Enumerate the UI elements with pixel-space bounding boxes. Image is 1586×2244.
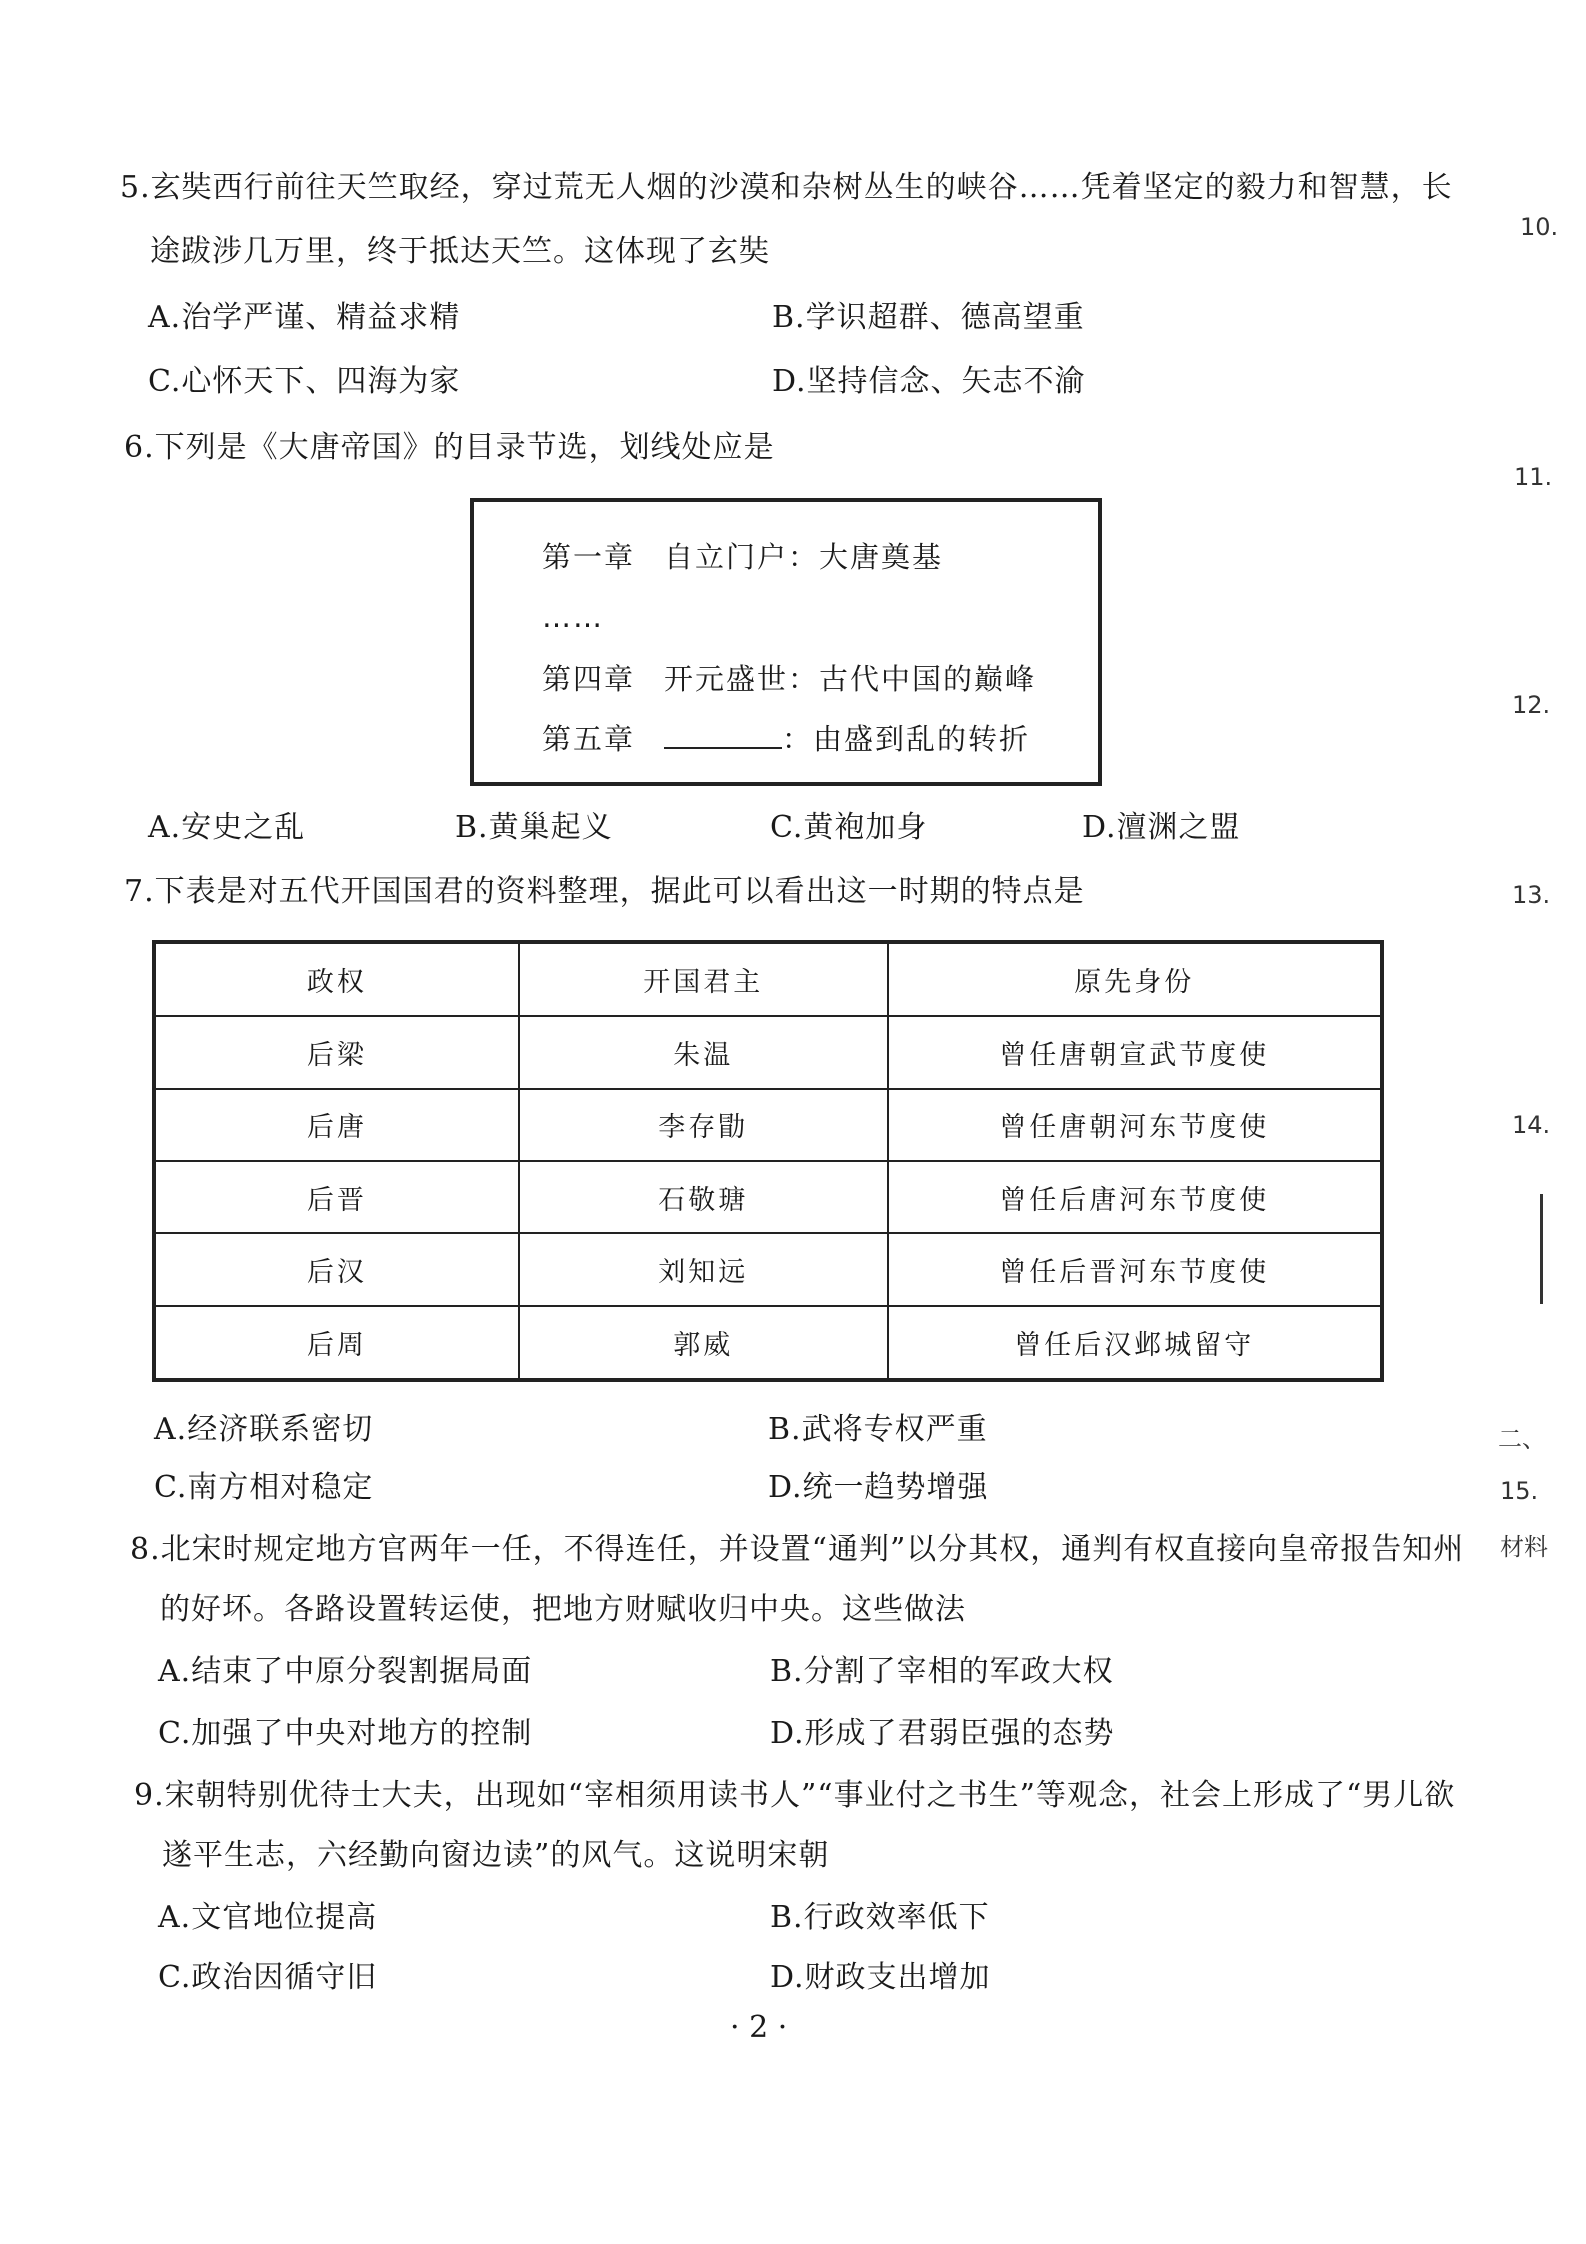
- q6-stem: 6.下列是《大唐帝国》的目录节选，划线处应是: [124, 430, 775, 465]
- q9-option-c: C.政治因循守旧: [158, 1960, 378, 1995]
- q8-stem-line2: 的好坏。各路设置转运使，把地方财赋收归中央。这些做法: [160, 1592, 966, 1627]
- table-cell: 刘知远: [519, 1233, 888, 1305]
- table-row: [154, 1016, 1382, 1088]
- table-cell: 后唐: [154, 1089, 519, 1161]
- table-cell: 后汉: [154, 1233, 519, 1305]
- q6-option-a: A.安史之乱: [148, 810, 306, 845]
- table-cell: 曾任唐朝宣武节度使: [888, 1016, 1382, 1088]
- q9-option-b: B.行政效率低下: [770, 1900, 990, 1935]
- q9-stem-line1: 9.宋朝特别优待士大夫，出现如“宰相须用读书人”“事业付之书生”等观念，社会上形成了“男儿欲: [134, 1778, 1456, 1813]
- q9-option-d: D.财政支出增加: [770, 1960, 991, 1995]
- table-header-row: [154, 942, 1382, 1016]
- table-row: [154, 1233, 1382, 1305]
- q7-option-b: B.武将专权严重: [768, 1412, 988, 1447]
- edge-q14: 14.: [1512, 1111, 1551, 1139]
- edge-material: 材料: [1500, 1533, 1548, 1561]
- edge-section-2: 二、: [1498, 1425, 1546, 1453]
- q7-option-c: C.南方相对稳定: [154, 1470, 374, 1505]
- edge-q13: 13.: [1512, 881, 1551, 909]
- q8-option-d: D.形成了君弱臣强的态势: [770, 1716, 1115, 1751]
- table-cell: 郭威: [519, 1306, 888, 1380]
- table-cell: 朱温: [519, 1016, 888, 1088]
- edge-q10: 10.: [1520, 213, 1559, 241]
- q6-option-c: C.黄袍加身: [770, 810, 928, 845]
- table-cell: 后梁: [154, 1016, 519, 1088]
- toc-ch1-title: 自立门户：大唐奠基: [664, 540, 944, 574]
- toc-ch5-title: ：由盛到乱的转折: [782, 722, 1031, 756]
- q5-stem-line1: 5.玄奘西行前往天竺取经，穿过荒无人烟的沙漠和杂树丛生的峡谷……凭着坚定的毅力和智慧，长: [120, 170, 1453, 205]
- q8-stem-line1: 8.北宋时规定地方官两年一任，不得连任，并设置“通判”以分其权，通判有权直接向皇帝报告知州: [130, 1532, 1465, 1567]
- toc-ch1-label: 第一章: [542, 540, 636, 574]
- table-row: [154, 1089, 1382, 1161]
- toc-ch5-title-row: [664, 720, 1030, 758]
- q5-option-d: D.坚持信念、矢志不渝: [772, 364, 1086, 399]
- toc-ch4-label: 第四章: [542, 662, 636, 696]
- toc-ch5-label: 第五章: [542, 722, 636, 756]
- q9-stem-line2: 遂平生志，六经勤向窗边读”的风气。这说明宋朝: [162, 1838, 830, 1873]
- table-cell: 石敬瑭: [519, 1161, 888, 1233]
- q5-option-b: B.学识超群、德高望重: [772, 300, 1085, 335]
- toc-ch4-title: 开元盛世：古代中国的巅峰: [664, 662, 1037, 696]
- table-cell: 后晋: [154, 1161, 519, 1233]
- q6-option-d: D.澶渊之盟: [1082, 810, 1241, 845]
- edge-box-fragment: [1540, 1194, 1543, 1304]
- q5-option-c: C.心怀天下、四海为家: [148, 364, 461, 399]
- q6-option-b: B.黄巢起义: [455, 810, 613, 845]
- q5-stem-line2: 途跋涉几万里，终于抵达天竺。这体现了玄奘: [150, 234, 770, 269]
- q7-table: [152, 940, 1384, 1382]
- q7-option-a: A.经济联系密切: [154, 1412, 374, 1447]
- page-number: · 2 ·: [730, 2010, 788, 2045]
- table-header-cell: 开国君主: [519, 942, 888, 1016]
- q7-option-d: D.统一趋势增强: [768, 1470, 989, 1505]
- q9-option-a: A.文官地位提高: [158, 1900, 378, 1935]
- q6-toc-box: [470, 498, 1102, 786]
- table-row: [154, 1306, 1382, 1380]
- q8-option-b: B.分割了宰相的军政大权: [770, 1654, 1114, 1689]
- table-cell: 曾任后汉邺城留守: [888, 1306, 1382, 1380]
- q8-option-c: C.加强了中央对地方的控制: [158, 1716, 533, 1751]
- table-cell: 李存勖: [519, 1089, 888, 1161]
- table-header-cell: 原先身份: [888, 942, 1382, 1016]
- table-cell: 曾任后唐河东节度使: [888, 1161, 1382, 1233]
- q7-stem: 7.下表是对五代开国国君的资料整理，据此可以看出这一时期的特点是: [124, 874, 1085, 909]
- toc-ellipsis: ……: [542, 600, 604, 634]
- table-cell: 后周: [154, 1306, 519, 1380]
- edge-q12: 12.: [1512, 691, 1551, 719]
- table-cell: 曾任唐朝河东节度使: [888, 1089, 1382, 1161]
- q8-option-a: A.结束了中原分裂割据局面: [158, 1654, 533, 1689]
- table-header-cell: 政权: [154, 942, 519, 1016]
- table-row: [154, 1161, 1382, 1233]
- table-cell: 曾任后晋河东节度使: [888, 1233, 1382, 1305]
- q5-option-a: A.治学严谨、精益求精: [148, 300, 461, 335]
- toc-answer-blank: [664, 721, 782, 749]
- edge-q15: 15.: [1500, 1477, 1539, 1505]
- edge-q11: 11.: [1514, 463, 1553, 491]
